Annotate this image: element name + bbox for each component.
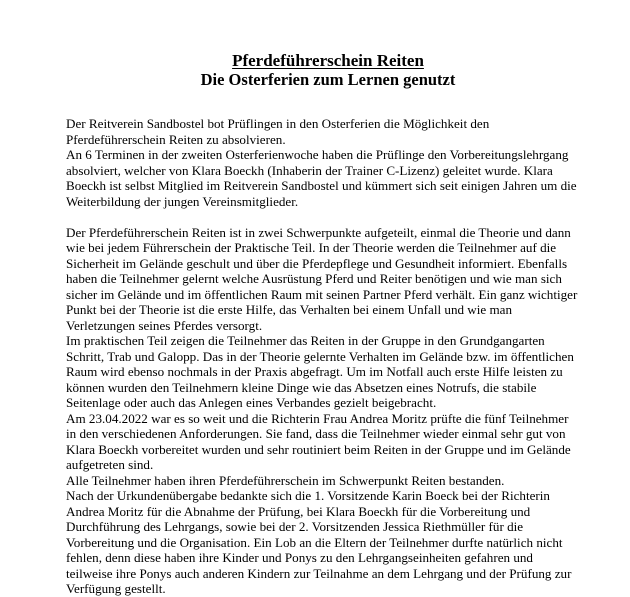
article-subtitle: Die Osterferien zum Lernen genutzt (200, 70, 456, 89)
paragraph-intro: Der Reitverein Sandbostel bot Prüflingen in den Osterferien die Möglichkeit den Pferdeführerschein Reiten zu absolvieren. (66, 116, 490, 147)
article-title: Pferdeführerschein Reiten (232, 51, 424, 70)
paragraph-lehrgang: An 6 Terminen in der zweiten Osterferienwoche haben die Prüflinge den Vorbereitungslehrgang absolviert, welcher von Klara Boeckh (Inhaberin der Trainer C-Lizenz) geleitet wurde. Klara Boeckh ist selbst Mitglied im Reitverein Sandbostel und kümmert sich seit einigen Jahren um die Weiterbildung der jungen Vereinsmitglieder. (66, 147, 577, 209)
paragraph-praxis: Im praktischen Teil zeigen die Teilnehmer das Reiten in der Gruppe in den Grundgangarten Schritt, Trab und Galopp. Das in der Theorie gelernte Verhalten im Gelände bzw. im öffentlichen Raum wird ebenso nochmals in der Praxis abgefragt. Um im Notfall auch erste Hilfe leisten zu können wurden den Teilnehmern kleine Dinge wie das Absetzen eines Notrufs, die stabile Seitenlage oder auch das Anlegen eines Verbandes gezielt beigebracht. (66, 333, 574, 410)
paragraph-pruefung: Am 23.04.2022 war es so weit und die Richterin Frau Andrea Moritz prüfte die fünf Teilnehmer in den verschiedenen Anforderungen. Sie fand, dass die Teilnehmer wieder einmal sehr gut von Klara Boeckh vorbereitet wurden und sehr routiniert beim Reiten in der Gruppe und im Gelände aufgetreten sind. (66, 410, 571, 472)
paragraph-theorie: Der Pferdeführerschein Reiten ist in zwei Schwerpunkte aufgeteilt, einmal die Theorie und dann wie bei jedem Führerschein der Praktische Teil. In der Theorie werden die Teilnehmer auf die Sicherheit im Gelände geschult und über die Pferdepflege und Gesundheit informiert. Ebenfalls haben die Teilnehmer gelernt welche Ausrüstung Pferd und Reiter benötigen und wie man sich sicher im Gelände und im öffentlichen Raum mit seinen Partner Pferd verhält. Ein ganz wichtiger Punkt bei der Theorie ist die erste Hilfe, das Verhalten bei einem Unfall und wie man Verletzungen seines Pferdes versorgt. (66, 224, 578, 333)
paragraph-dank: Nach der Urkundenübergabe bedankte sich die 1. Vorsitzende Karin Boeck bei der Richterin Andrea Moritz für die Abnahme der Prüfung, bei Klara Boeckh für die Vorbereitung und Durchführung des Lehrgangs, sowie bei der 2. Vorsitzenden Jessica Riethmüller für die Vorbereitung und die Organisation. Ein Lob an die Eltern der Teilnehmer durfte natürlich nicht fehlen, denn diese haben ihre Kinder und Ponys zu den Lehrgangseinheiten gefahren und teilweise ihre Ponys auch anderen Kindern zur Teilnahme an dem Lehrgang und der Prüfung zur Verfügung gestellt. (66, 488, 572, 596)
article-body (66, 116, 580, 597)
paragraph-ergebnis: Alle Teilnehmer haben ihren Pferdeführerschein im Schwerpunkt Reiten bestanden. (66, 472, 505, 488)
paragraph-gap (66, 209, 580, 225)
